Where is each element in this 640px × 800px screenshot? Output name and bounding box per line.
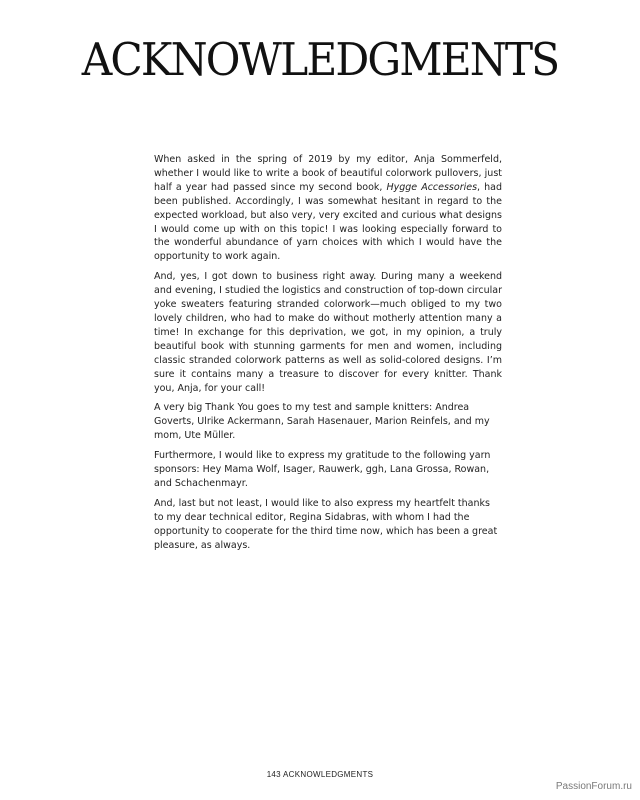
paragraph-1 xyxy=(154,153,502,264)
acknowledgments-body xyxy=(154,153,502,558)
paragraph-2: And, yes, I got down to business right away. During many a weekend and evening, I studied the logistics and construction of top-down circular yoke sweaters featuring stranded colorwork—much obliged to my two lovely children, who had to make do without motherly attention many a time! In exchange for this deprivation, we got, in my opinion, a truly beautiful book with stunning garments for men and women, including classic stranded colorwork patterns as well as solid-colored designs. I’m sure it contains many a treasure to discover for every knitter. Thank you, Anja, for your call! xyxy=(154,271,502,394)
watermark: PassionForum.ru xyxy=(555,781,632,792)
paragraph-1-part-2: , had been published. Accordingly, I was somewhat hesitant in regard to the expected workload, but also very, very excited and curious what designs I would come up with on this topic! I was looking especially forward to the wonderful abundance of yarn choices with which I would have the opportunity to work again. xyxy=(154,181,502,263)
page-title: ACKNOWLEDGMENTS xyxy=(81,33,559,86)
book-title-hygge-accessories: Hygge Accessories xyxy=(386,181,478,193)
paragraph-4: Furthermore, I would like to express my gratitude to the following yarn sponsors: Hey Mama Wolf, Isager, Rauwerk, ggh, Lana Grossa, Rowan, and Schachenmayr. xyxy=(154,450,491,489)
paragraph-3: A very big Thank You goes to my test and sample knitters: Andrea Goverts, Ulrike Ackermann, Sarah Hasenauer, Marion Reinfels, and my mom, Ute Müller. xyxy=(154,402,490,442)
page-footer: 143 ACKNOWLEDGMENTS xyxy=(266,770,374,779)
paragraph-5: And, last but not least, I would like to also express my heartfelt thanks to my dear technical editor, Regina Sidabras, with whom I had the opportunity to cooperate for the third time now, which has been a great pleasure, as always. xyxy=(154,497,498,551)
paragraph-1-part-1: When asked in the spring of 2019 by my editor, Anja Sommerfeld, whether I would like to write a book of beautiful colorwork pullovers, just half a year had passed since my second book, xyxy=(154,154,502,193)
